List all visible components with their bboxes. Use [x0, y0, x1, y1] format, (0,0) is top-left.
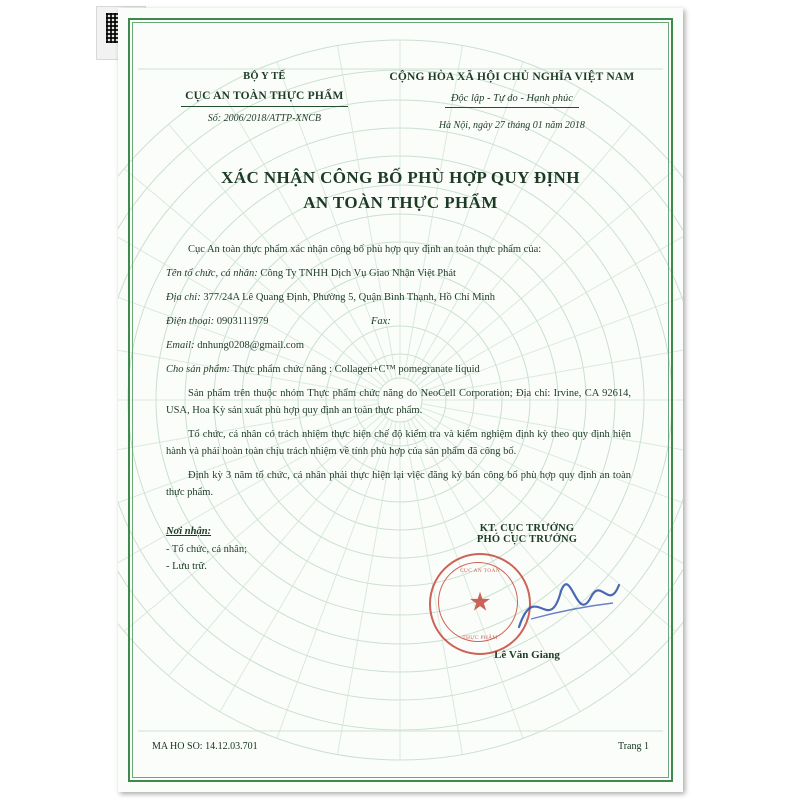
signer-role-line-2: PHÓ CỤC TRƯỞNG [476, 534, 578, 546]
email-label: Email: [166, 340, 195, 352]
handwritten-signature-icon [513, 567, 623, 643]
page-number: Trang 1 [617, 741, 649, 752]
recipients-block [166, 523, 247, 661]
fax-cell [371, 313, 631, 330]
organization-value: Công Ty TNHH Dịch Vụ Giao Nhận Việt Phát [260, 268, 456, 280]
document-footer [152, 741, 649, 752]
department-name: CỤC AN TOÀN THỰC PHẨM [181, 89, 347, 107]
responsibility-paragraph: Tổ chức, cá nhân có trách nhiệm thực hiện chế độ kiểm tra và kiểm nghiệm định kỳ theo quy định hiện hành và phải hoàn toàn chịu trách nhiệm về tính phù hợp của sản phẩm đã công bố. [166, 429, 631, 458]
address-label: Địa chỉ: [166, 292, 201, 304]
manufacturer-paragraph: Sản phẩm trên thuộc nhóm Thực phẩm chức năng do NeoCell Corporation; Địa chỉ: Irvine, CA 92614, USA, Hoa Kỳ sản xuất phù hợp quy định an toàn thực phẩm. [166, 388, 631, 417]
seal-top-text: CỤC AN TOÀN [459, 568, 501, 575]
title-line-2: AN TOÀN THỰC PHẨM [303, 192, 498, 212]
phone-value: 0903111979 [216, 316, 269, 328]
product-label: Cho sản phẩm: [166, 364, 231, 376]
renewal-paragraph: Định kỳ 3 năm tổ chức, cá nhân phải thực hiện lại việc đăng ký bản công bố phù hợp quy định an toàn thực phẩm. [166, 470, 631, 499]
organization-label: Tên tổ chức, cá nhân: [166, 268, 258, 280]
address-row [166, 289, 631, 306]
intro-paragraph: Cục An toàn thực phẩm xác nhận công bố phù hợp quy định an toàn thực phẩm của: [188, 244, 542, 256]
document-number: Số: 2006/2018/ATTP-XNCB [207, 112, 321, 124]
phone-cell [166, 313, 371, 330]
seal-star-icon: ★ [468, 588, 492, 618]
document-content [140, 30, 661, 770]
document-title [140, 166, 661, 215]
email-value: dnhung0208@gmail.com [197, 340, 304, 352]
document-body [166, 241, 631, 501]
certificate-document [118, 8, 683, 792]
national-heading-block [379, 70, 645, 132]
issuer-block [150, 70, 379, 132]
phone-fax-row [166, 313, 631, 330]
ministry-name: BỘ Y TẾ [243, 71, 286, 82]
file-code: MA HO SO: 14.12.03.701 [152, 741, 258, 752]
place-and-date: Hà Nội, ngày 27 tháng 01 năm 2018 [438, 119, 585, 131]
recipients-title: Nơi nhận: [166, 526, 212, 538]
document-header [140, 30, 661, 132]
organization-row [166, 265, 631, 282]
address-value: 377/24A Lê Quang Định, Phường 5, Quận Bình Thạnh, Hồ Chí Minh [203, 292, 495, 304]
signer-name: Lê Văn Giang [494, 649, 560, 662]
national-motto: Độc lập - Tự do - Hạnh phúc [445, 92, 579, 108]
country-name: CỘNG HÒA XÃ HỘI CHỦ NGHĨA VIỆT NAM [389, 71, 635, 83]
title-line-1: XÁC NHẬN CÔNG BỐ PHÙ HỢP QUY ĐỊNH [221, 168, 580, 188]
product-row [166, 361, 631, 378]
signature-area [166, 523, 637, 661]
signer-role-line-1: KT. CỤC TRƯỞNG [479, 523, 575, 535]
recipient-item: - Lưu trữ. [166, 561, 207, 573]
signer-block [417, 523, 637, 661]
email-row [166, 337, 631, 354]
product-value: Thực phẩm chức năng : Collagen+C™ pomegranate liquid [232, 364, 480, 376]
seal-bottom-text: THỰC PHẨM [462, 635, 498, 642]
fax-label: Fax: [371, 316, 391, 328]
phone-label: Điện thoại: [166, 316, 215, 328]
recipient-item: - Tổ chức, cá nhân; [166, 543, 248, 555]
